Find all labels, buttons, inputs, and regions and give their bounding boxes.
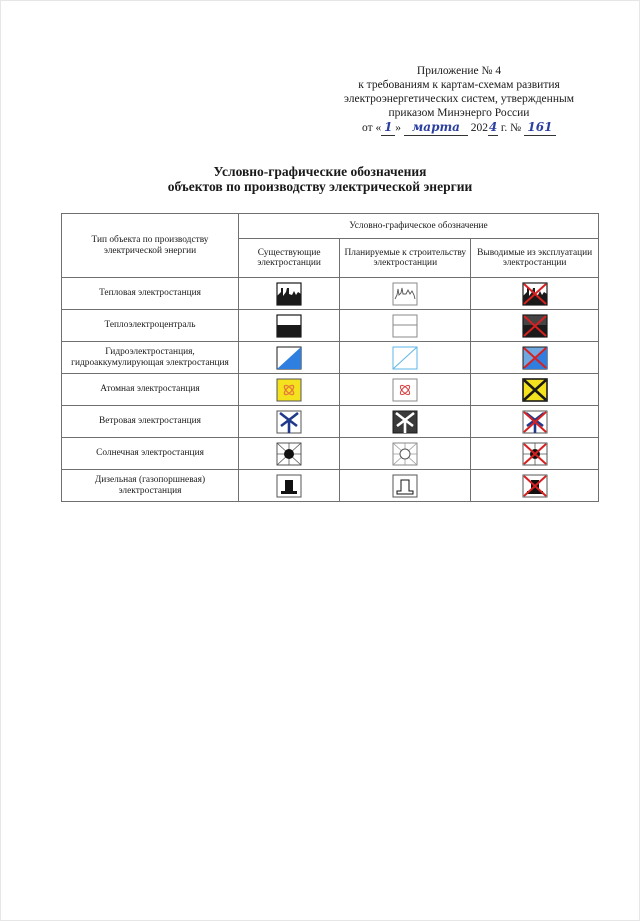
symbol-existing	[239, 438, 340, 470]
row-label: Солнечная электростанция	[62, 438, 239, 470]
header-object-type: Тип объекта по производству электрической энергии	[62, 214, 239, 278]
row-label: Атомная электростанция	[62, 374, 239, 406]
symbol-decommissioned	[471, 470, 599, 502]
table-row	[62, 406, 599, 438]
handwritten-year-digit: 4	[488, 120, 498, 134]
symbol-decommissioned	[471, 310, 599, 342]
chp-plant-existing-icon	[276, 314, 302, 338]
symbol-existing	[239, 470, 340, 502]
appendix-header	[314, 64, 604, 136]
thermal-plant-planned-icon	[392, 282, 418, 306]
row-label: Тепловая электростанция	[62, 278, 239, 310]
wind-plant-existing-icon	[276, 410, 302, 434]
nuclear-plant-planned-icon	[392, 378, 418, 402]
row-label: Гидроэлектростанция, гидроаккумулирующая электростанция	[62, 342, 239, 374]
symbol-decommissioned	[471, 406, 599, 438]
symbol-planned	[340, 406, 471, 438]
legend-table	[61, 213, 599, 502]
title-line-2: объектов по производству электрической энергии	[167, 179, 473, 194]
symbol-existing	[239, 278, 340, 310]
symbol-planned	[340, 310, 471, 342]
order-year-prefix: 202	[470, 122, 489, 134]
order-from: от «	[362, 122, 382, 134]
table-row	[62, 278, 599, 310]
appendix-line-3: электроэнергетических систем, утвержденным	[344, 93, 574, 105]
symbol-planned	[340, 374, 471, 406]
table-row	[62, 342, 599, 374]
table-header-row	[62, 214, 599, 239]
row-label: Ветровая электростанция	[62, 406, 239, 438]
order-date-line	[314, 120, 604, 136]
chp-plant-planned-icon	[392, 314, 418, 338]
handwritten-month: марта	[411, 120, 460, 134]
solar-plant-existing-icon	[276, 442, 302, 466]
wind-plant-planned-icon	[392, 410, 418, 434]
table-row	[62, 310, 599, 342]
table-row	[62, 438, 599, 470]
appendix-line-4: приказом Минэнерго России	[388, 107, 530, 119]
symbol-decommissioned	[471, 342, 599, 374]
diesel-plant-decommissioned-icon	[522, 474, 548, 498]
solar-plant-planned-icon	[392, 442, 418, 466]
symbol-existing	[239, 406, 340, 438]
header-planned: Планируемые к строительству электростанции	[340, 239, 471, 278]
handwritten-order-number: 161	[527, 120, 553, 134]
table-row	[62, 374, 599, 406]
appendix-number: Приложение № 4	[416, 65, 502, 77]
symbol-existing	[239, 374, 340, 406]
table-row	[62, 470, 599, 502]
symbol-decommissioned	[471, 374, 599, 406]
order-year-suffix: г. №	[500, 122, 522, 134]
thermal-plant-decommissioned-icon	[522, 282, 548, 306]
wind-plant-decommissioned-icon	[522, 410, 548, 434]
symbol-planned	[340, 278, 471, 310]
hydro-plant-planned-icon	[392, 346, 418, 370]
row-label: Дизельная (газопоршневая) электростанция	[62, 470, 239, 502]
thermal-plant-existing-icon	[276, 282, 302, 306]
row-label: Теплоэлектроцентраль	[62, 310, 239, 342]
chp-plant-decommissioned-icon	[522, 314, 548, 338]
symbol-existing	[239, 342, 340, 374]
diesel-plant-existing-icon	[276, 474, 302, 498]
solar-plant-decommissioned-icon	[522, 442, 548, 466]
header-decommissioned: Выводимые из эксплуатации электростанции	[471, 239, 599, 278]
diesel-plant-planned-icon	[392, 474, 418, 498]
hydro-plant-decommissioned-icon	[522, 346, 548, 370]
symbol-planned	[340, 342, 471, 374]
hydro-plant-existing-icon	[276, 346, 302, 370]
title-line-1: Условно-графические обозначения	[213, 164, 427, 179]
page-title	[0, 164, 640, 194]
appendix-line-2: к требованиям к картам-схемам развития	[358, 79, 560, 91]
order-quote-close: »	[395, 122, 402, 134]
symbol-planned	[340, 470, 471, 502]
handwritten-day: 1	[384, 120, 393, 134]
symbol-planned	[340, 438, 471, 470]
symbol-decommissioned	[471, 438, 599, 470]
nuclear-plant-decommissioned-icon	[522, 378, 548, 402]
symbol-decommissioned	[471, 278, 599, 310]
symbol-existing	[239, 310, 340, 342]
header-symbol-group: Условно-графическое обозначение	[239, 214, 599, 239]
header-existing: Существующие электростанции	[239, 239, 340, 278]
nuclear-plant-existing-icon	[276, 378, 302, 402]
